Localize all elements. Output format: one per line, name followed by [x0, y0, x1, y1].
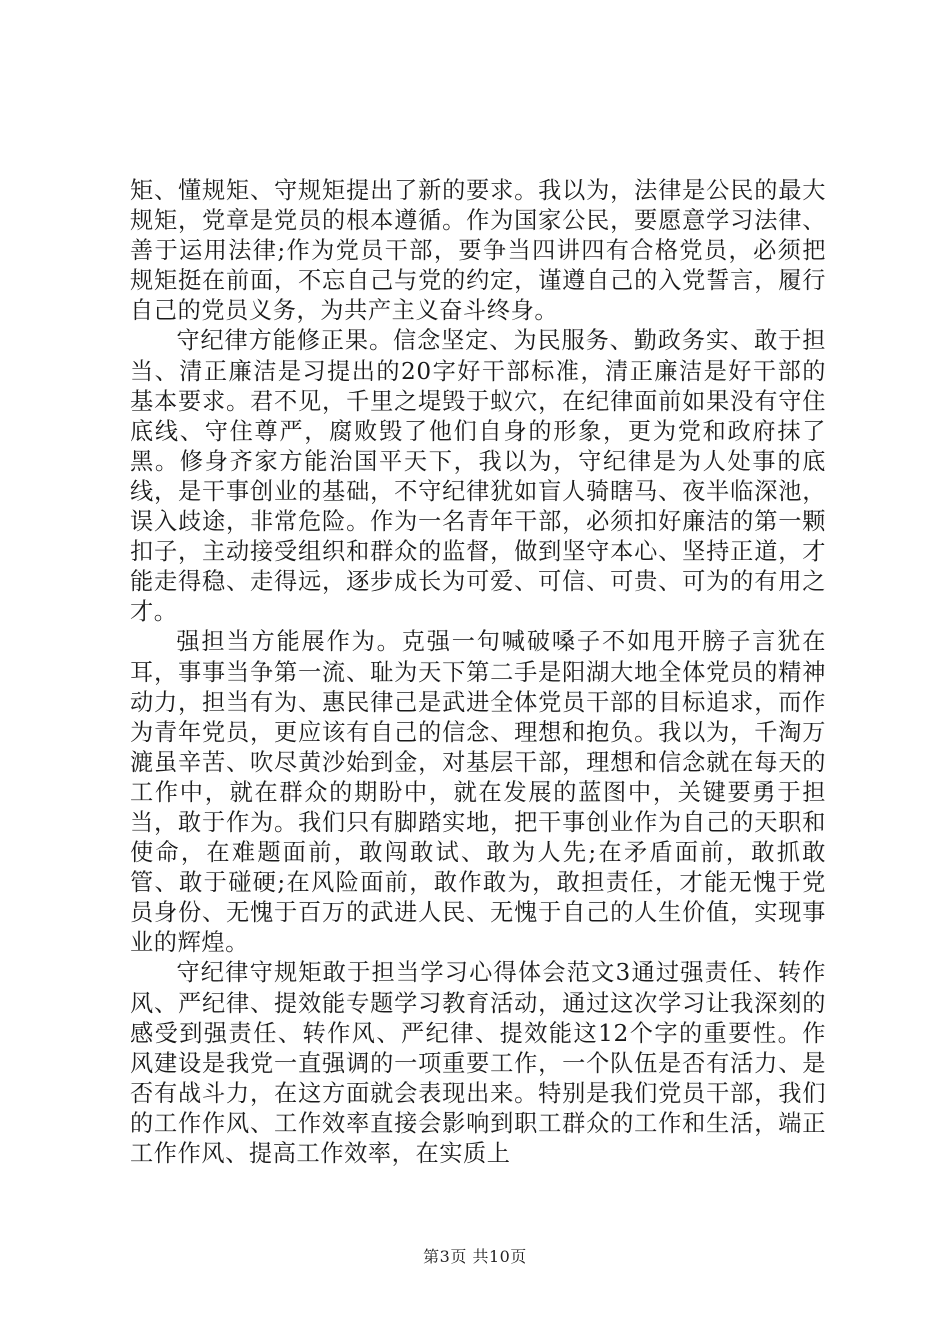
page-footer: 第3页 共10页 — [423, 1247, 527, 1266]
paragraph-3: 强担当方能展作为。克强一句喊破嗓子不如甩开膀子言犹在耳，事事当争第一流、耻为天下第二手是阳湖大地全体党员的精神动力，担当有为、惠民律己是武进全体党员干部的目标追求，而作为青年党员，更应该有自己的信念、理想和抱负。我以为，千淘万漉虽辛苦、吹尽黄沙始到金，对基层干部，理想和信念就在每天的工作中，就在群众的期盼中，就在发展的蓝图中，关键要勇于担当，敢于作为。我们只有脚踏实地，把干事创业作为自己的天职和使命，在难题面前，敢闯敢试、敢为人先;在矛盾面前，敢抓敢管、敢于碰硬;在风险面前，敢作敢为，敢担责任，才能无愧于党员身份、无愧于百万的武进人民、无愧于自己的人生价值，实现事业的辉煌。 — [130, 628, 826, 957]
paragraph-2: 守纪律方能修正果。信念坚定、为民服务、勤政务实、敢于担当、清正廉洁是习提出的20字好干部标准，清正廉洁是好干部的基本要求。君不见，千里之堤毁于蚁穴，在纪律面前如果没有守住底线、守住尊严，腐败毁了他们自身的形象，更为党和政府抹了黑。修身齐家方能治国平天下，我以为，守纪律是为人处事的底线，是干事创业的基础，不守纪律犹如盲人骑瞎马、夜半临深池，误入歧途，非常危险。作为一名青年干部，必须扣好廉洁的第一颗扣子，主动接受组织和群众的监督，做到坚守本心、坚持正道，才能走得稳、走得远，逐步成长为可爱、可信、可贵、可为的有用之才。 — [130, 327, 826, 626]
document-body — [130, 176, 826, 1169]
paragraph-4: 守纪律守规矩敢于担当学习心得体会范文3通过强责任、转作风、严纪律、提效能专题学习教育活动，通过这次学习让我深刻的感受到强责任、转作风、严纪律、提效能这12个字的重要性。作风建设是我党一直强调的一项重要工作，一个队伍是否有活力、是否有战斗力，在这方面就会表现出来。特别是我们党员干部，我们的工作作风、工作效率直接会影响到职工群众的工作和生活，端正工作作风、提高工作效率，在实质上 — [130, 959, 826, 1167]
paragraph-1: 矩、懂规矩、守规矩提出了新的要求。我以为，法律是公民的最大规矩，党章是党员的根本遵循。作为国家公民，要愿意学习法律、善于运用法律;作为党员干部，要争当四讲四有合格党员，必须把规矩挺在前面，不忘自己与党的约定，谨遵自己的入党誓言，履行自己的党员义务，为共产主义奋斗终身。 — [130, 177, 826, 325]
